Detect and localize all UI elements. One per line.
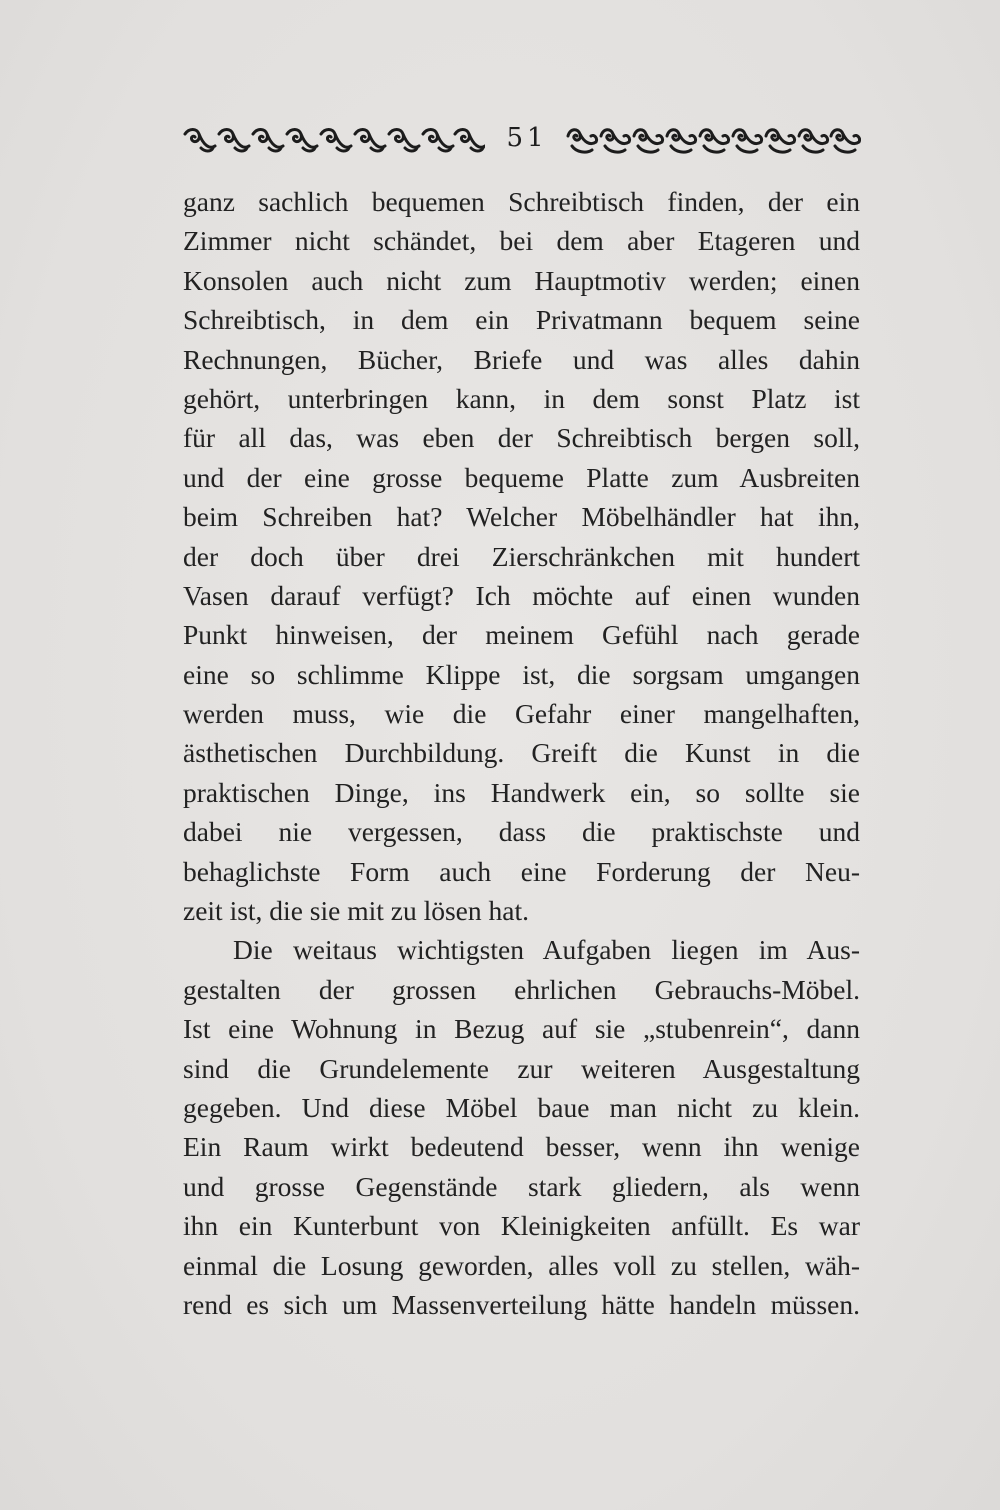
text-line: praktischen Dinge, ins Handwerk ein, so sollte sie xyxy=(183,776,860,808)
text-line: Vasen darauf verfügt? Ich möchte auf einen wunden xyxy=(183,579,860,611)
body-text xyxy=(183,182,860,1324)
text-line: ihn ein Kunterbunt von Kleinigkeiten anfüllt. Es war xyxy=(183,1210,860,1242)
ornament-left-icon xyxy=(183,124,485,154)
text-line: einmal die Losung geworden, alles voll zu stellen, wäh- xyxy=(183,1249,860,1281)
text-line: ganz sachlich bequemen Schreibtisch finden, der ein xyxy=(183,186,860,217)
text-line: Konsolen auch nicht zum Hauptmotiv werden; einen xyxy=(183,264,860,296)
text-line: eine so schlimme Klippe ist, die sorgsam umgangen xyxy=(183,658,860,690)
text-line: und der eine grosse bequeme Platte zum Ausbreiten xyxy=(183,461,860,493)
text-line: Ein Raum wirkt bedeutend besser, wenn ihn wenige xyxy=(183,1131,860,1163)
text-line: behaglichste Form auch eine Forderung der Neu- xyxy=(183,855,860,887)
text-line: Rechnungen, Bücher, Briefe und was alles dahin xyxy=(183,343,860,375)
text-line: zeit ist, die sie mit zu lösen hat. xyxy=(183,895,529,927)
text-line: für all das, was eben der Schreibtisch bergen soll, xyxy=(183,422,860,454)
text-line: gegeben. Und diese Möbel baue man nicht zu klein. xyxy=(183,1091,860,1123)
page-number: 51 xyxy=(506,123,548,153)
text-line: werden muss, wie die Gefahr einer mangelhaften, xyxy=(183,698,860,730)
text-line: beim Schreiben hat? Welcher Möbelhändler hat ihn, xyxy=(183,501,860,533)
text-line: Zimmer nicht schändet, bei dem aber Etageren und xyxy=(183,225,860,257)
text-line: rend es sich um Massenverteilung hätte handeln müssen. xyxy=(183,1288,860,1320)
text-line: gestalten der grossen ehrlichen Gebrauchs-Möbel. xyxy=(183,973,860,1005)
paragraph-start-line: Die weitaus wichtigsten Aufgaben liegen im Aus- xyxy=(233,934,860,966)
text-line: ästhetischen Durchbildung. Greift die Kunst in die xyxy=(183,737,860,769)
ornament-right-icon xyxy=(566,124,861,154)
text-line: und grosse Gegenstände stark gliedern, als wenn xyxy=(183,1170,860,1202)
text-line: dabei nie vergessen, dass die praktischste und xyxy=(183,816,860,848)
text-line: Ist eine Wohnung in Bezug auf sie „stubenrein“, dann xyxy=(183,1013,860,1045)
text-line: sind die Grundelemente zur weiteren Ausgestaltung xyxy=(183,1052,860,1084)
text-line: gehört, unterbringen kann, in dem sonst Platz ist xyxy=(183,382,860,414)
text-line: Schreibtisch, in dem ein Privatmann bequem seine xyxy=(183,304,860,336)
text-line: der doch über drei Zierschränkchen mit hundert xyxy=(183,540,860,572)
text-line: Punkt hinweisen, der meinem Gefühl nach gerade xyxy=(183,619,860,651)
page-header xyxy=(183,118,860,158)
